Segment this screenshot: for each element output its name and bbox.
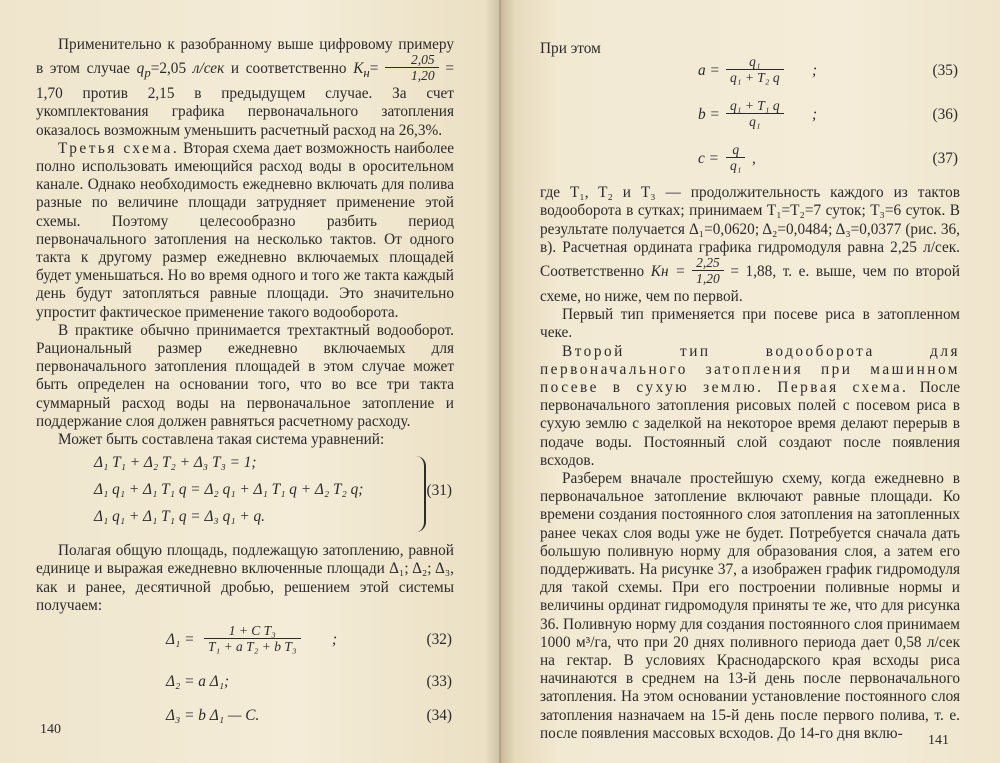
equation-line: Δ₁ q₁ + Δ₁ T₁ q = Δ₃ q₁ + q. bbox=[94, 508, 265, 526]
page-number: 140 bbox=[40, 722, 61, 737]
numerator: 1 + C T₃ bbox=[204, 623, 301, 639]
equation-34 bbox=[36, 701, 454, 731]
denominator: q₁ + T₂ q bbox=[730, 70, 780, 86]
brace bbox=[414, 456, 426, 532]
fraction bbox=[726, 142, 745, 173]
text-run: = 1,88, т. е. выше, чем по второй схеме, но ниже, чем по первой. bbox=[540, 263, 960, 306]
text-run: = 1,70 против 2,15 в предыдущем случае. За счет укомплектования графика первоначального затопления оказалось возможным уменьшить расчетный расход на 26,3%. bbox=[36, 60, 454, 139]
equation-lhs: Δ₁ = bbox=[166, 631, 195, 649]
var: q bbox=[136, 60, 145, 78]
text-run: где T₁, T₂ и T₃ — продолжительность каждого из тактов водооборота в сутках; принимаем T₁=T₂=7 суток; T₃=6 суток. В результате получается Δ₁=0,0620; Δ₂=0,0484; Δ₃=0,0377 (рис. 36, в). Расчетная ордината графика гидромодуля равна 2,25 л/сек. Соответственно bbox=[540, 184, 960, 281]
paragraph: Первый тип применяется при посеве риса в затопленном чеке. bbox=[540, 306, 960, 342]
punctuation: ; bbox=[812, 106, 818, 124]
k-symbol bbox=[353, 60, 370, 81]
paragraph: Разберем вначале простейшую схему, когда ежедневно в первоначальное затопление включают равные площади. Ко времени создания постоянного слоя затопления на затопленных ранее чеках слоя воды уже не будет. Потребуется сначала дать большую поливную норму для образования слоя, а затем его поддерживать. На рисунке 37, а изображен график гидромодуля для такой схемы. При его построении поливные нормы и величины ординат гидромодуля приняты те же, что для рисунка 36. Поливную норму для создания постоянного слоя принимаем 1000 м³/га, что при 20 днях поливного периода дает 0,58 л/сек на гектар. В условиях Краснодарского края всходы риса начинаются в среднем на 13-й день после первоначального затопления. На этом основании установление постоянного слоя затопления назначаем на 15-й день после первого полива, т. е. после появления массовых всходов. До 14-го дня вклю- bbox=[540, 470, 960, 742]
equation-line: Δ₁ T₁ + Δ₂ T₂ + Δ₃ T₃ = 1; bbox=[94, 454, 257, 472]
equation-number: (32) bbox=[426, 631, 452, 649]
punctuation: , bbox=[752, 150, 756, 168]
section-heading: Третья схема. bbox=[58, 139, 180, 157]
equation-number: (31) bbox=[426, 482, 452, 500]
equation-36 bbox=[540, 96, 960, 136]
equation-lhs: a = bbox=[698, 62, 720, 80]
left-page-text bbox=[36, 36, 454, 735]
text-run: =2,05 bbox=[150, 60, 187, 78]
fraction bbox=[204, 623, 301, 654]
denominator: T₁ + a T₂ + b T₃ bbox=[208, 639, 297, 655]
paragraph bbox=[540, 184, 960, 306]
paragraph: При этом bbox=[540, 40, 601, 57]
fraction bbox=[692, 255, 724, 286]
subscript: н bbox=[363, 66, 370, 81]
paragraph: Полагая общую площадь, подлежащую затоплению, равной единице и выражая ежедневно включенные площади Δ₁; Δ₂; Δ₃, как и ранее, десятичной дробью, решением этой системы получаем: bbox=[36, 542, 454, 614]
equation-number: (33) bbox=[426, 673, 452, 691]
paragraph bbox=[36, 140, 454, 322]
equation-number: (35) bbox=[932, 62, 958, 80]
page-number: 141 bbox=[928, 733, 949, 748]
numerator: q₁ bbox=[726, 54, 784, 70]
numerator: q₁ + T₁ q bbox=[726, 98, 784, 114]
denominator: q₁ bbox=[749, 114, 761, 130]
paragraph: Может быть составлена такая система уравнений: bbox=[58, 431, 385, 449]
k-symbol: Kн = bbox=[650, 263, 686, 281]
equation-number: (36) bbox=[932, 106, 958, 124]
numerator: 2,05 bbox=[385, 52, 439, 68]
numerator: q bbox=[726, 142, 745, 158]
right-page bbox=[500, 0, 1000, 763]
right-page-text bbox=[540, 40, 960, 743]
paragraph bbox=[540, 343, 960, 470]
paragraph: Применительно к разобранному выше цифровому примеру в этом случае $q_р=2,05$ л/сек и соответственно $K_н=$ $\frac{2,05}{1,20}$ = 1,70 против 2,15 в предыдущем случае. За счет укомплектования графика первоначального затопления оказалось возможным уменьшить расчетный расход на 26,3%. bbox=[36, 36, 454, 139]
equation-35 bbox=[540, 52, 960, 92]
var: K bbox=[353, 60, 364, 78]
numerator: 2,25 bbox=[692, 255, 724, 271]
text-run: После первоначального затопления рисовых полей с посевом риса в сухую землю с заделкой на некоторое время делают перерыв в подаче воды. Постоянный слой создают после появления всходов. bbox=[540, 379, 960, 469]
paragraph: В практике обычно принимается трехтактный водооборот. Рациональный размер ежедневно включаемых для первоначального затопления площадей в этом случае может быть определен на основании того, что во все три такта суммарный расход воды на первоначальное затопление и поддержание слоя должен равняться расчетному расходу. bbox=[36, 321, 454, 430]
punctuation: ; bbox=[332, 631, 338, 649]
text-run: и соответственно bbox=[230, 60, 347, 78]
equation-lhs: b = bbox=[698, 106, 720, 124]
denominator: 1,20 bbox=[411, 68, 435, 84]
equation-lhs: c = bbox=[698, 150, 719, 168]
text-run: Применительно к разобранному выше цифровому примеру в этом случае bbox=[36, 36, 454, 78]
denominator: q₁ bbox=[730, 158, 742, 174]
equation-33 bbox=[36, 667, 454, 697]
fraction bbox=[726, 98, 784, 129]
text-run: Вторая схема дает возможность наиболее полно использовать имеющийся расход воды в оросительном канале. Однако необходимость ежедневно включать для полива разные по величине площади затрудняет применение этой схемы. Поэтому целесообразно разбить период первоначального затопления на несколько тактов. От одного такта к другому размер ежедневно включаемых площадей будет уменьшаться. Но во время одного и того же такта каждый день будут затопляться равные площади. Это значительно упростит фактическое применение такого водооборота. bbox=[36, 139, 454, 321]
q-symbol bbox=[136, 60, 151, 81]
fraction bbox=[726, 54, 784, 85]
subscript: р bbox=[144, 66, 151, 81]
punctuation: ; bbox=[812, 62, 818, 80]
equation-line: Δ₁ q₁ + Δ₁ T₁ q = Δ₂ q₁ + Δ₁ T₁ q + Δ₂ T₂ q; bbox=[94, 481, 364, 499]
fraction bbox=[385, 52, 439, 83]
section-heading: Второй тип водооборота для первоначального затопления при машинном посеве в сухую землю. Первая схема. bbox=[540, 342, 960, 397]
equation-text: Δ₂ = a Δ₁; bbox=[166, 673, 230, 691]
equation-number: (34) bbox=[426, 707, 452, 725]
equation-text: Δ₃ = b Δ₁ — C. bbox=[166, 707, 260, 725]
equation-number: (37) bbox=[932, 150, 958, 168]
equation-37 bbox=[540, 140, 960, 180]
denominator: 1,20 bbox=[696, 271, 720, 287]
unit: л/сек bbox=[192, 60, 225, 78]
equation-32 bbox=[36, 619, 454, 663]
equation-system-31 bbox=[36, 452, 454, 536]
